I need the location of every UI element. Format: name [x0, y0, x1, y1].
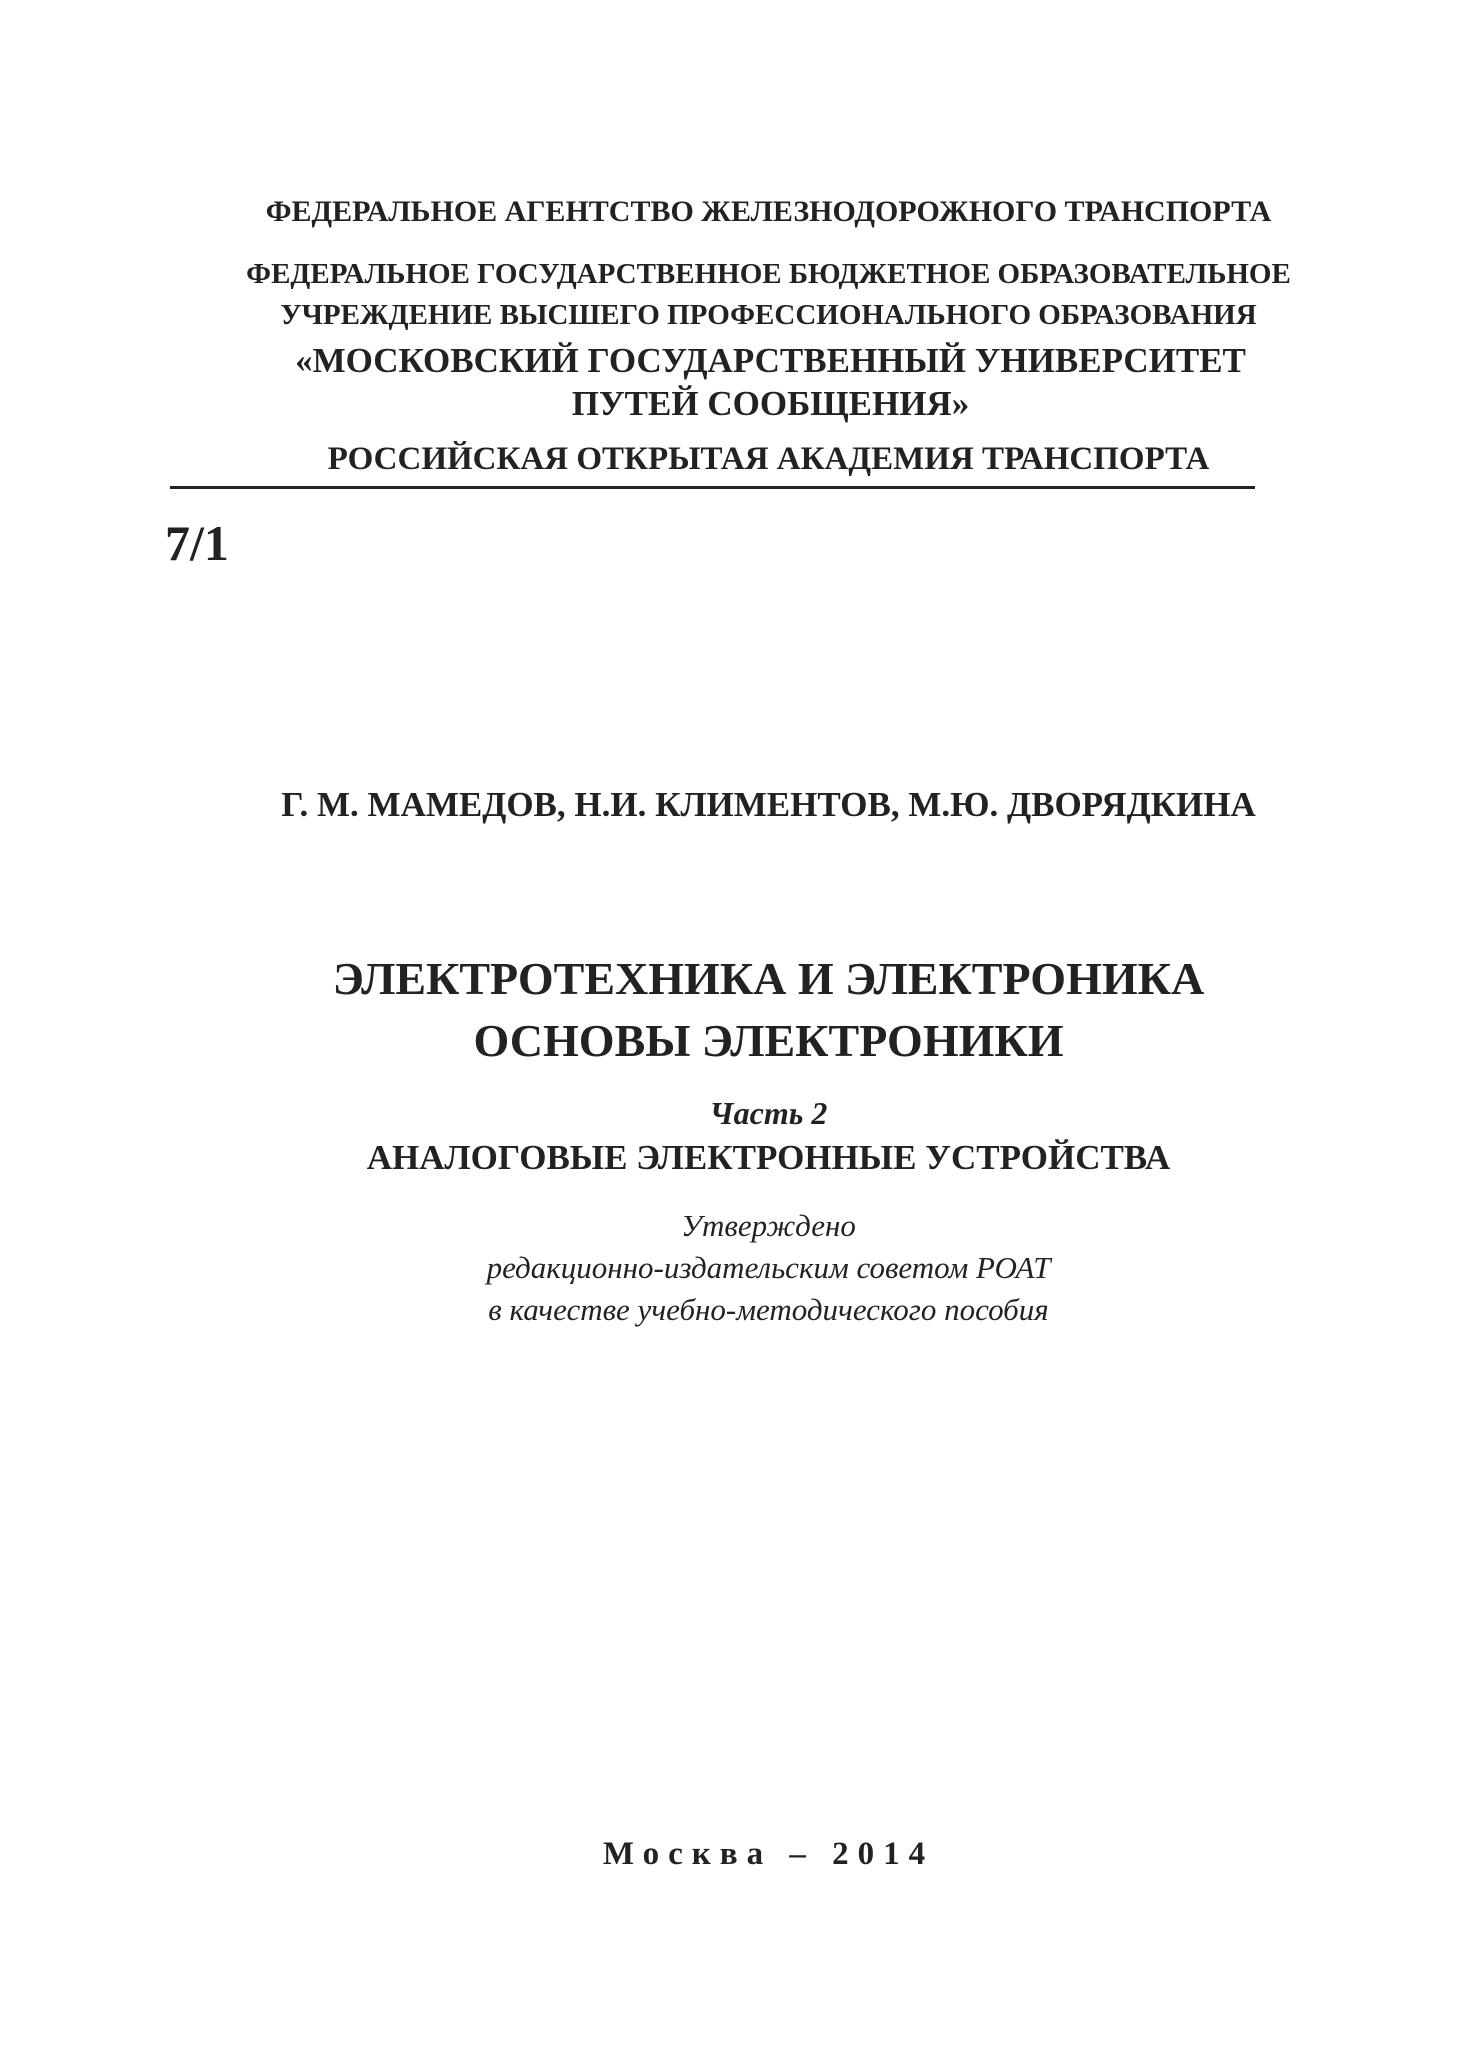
university-line-2: ПУТЕЙ СООБЩЕНИЯ» — [571, 384, 970, 423]
title-line-2: ОСНОВЫ ЭЛЕКТРОНИКИ — [473, 1015, 1064, 1066]
institution-line-2: УЧРЕЖДЕНИЕ ВЫСШЕГО ПРОФЕССИОНАЛЬНОГО ОБРАЗОВАНИЯ — [280, 299, 1257, 331]
approval-line-1: Утверждено — [681, 1208, 856, 1243]
institution-line-1: ФЕДЕРАЛЬНОЕ ГОСУДАРСТВЕННОЕ БЮДЖЕТНОЕ ОБРАЗОВАТЕЛЬНОЕ — [246, 258, 1291, 290]
subtitle: АНАЛОГОВЫЕ ЭЛЕКТРОННЫЕ УСТРОЙСТВА — [366, 1138, 1171, 1177]
catalog-code: 7/1 — [165, 515, 229, 571]
authors: Г. М. МАМЕДОВ, Н.И. КЛИМЕНТОВ, М.Ю. ДВОРЯДКИНА — [281, 785, 1256, 824]
imprint: Москва – 2014 — [602, 1836, 935, 1872]
agency-name: ФЕДЕРАЛЬНОЕ АГЕНТСТВО ЖЕЛЕЗНОДОРОЖНОГО ТРАНСПОРТА — [265, 195, 1272, 228]
approval-line-3: в качестве учебно-методического пособия — [488, 1292, 1049, 1327]
university-line-1: «МОСКОВСКИЙ ГОСУДАРСТВЕННЫЙ УНИВЕРСИТЕТ — [295, 341, 1246, 380]
academy-name: РОССИЙСКАЯ ОТКРЫТАЯ АКАДЕМИЯ ТРАНСПОРТА — [327, 441, 1210, 477]
header-divider — [170, 486, 1255, 489]
title-line-1: ЭЛЕКТРОТЕХНИКА И ЭЛЕКТРОНИКА — [332, 953, 1205, 1004]
part-label: Часть 2 — [709, 1095, 828, 1131]
approval-line-2: редакционно-издательским советом РОАТ — [486, 1250, 1051, 1285]
